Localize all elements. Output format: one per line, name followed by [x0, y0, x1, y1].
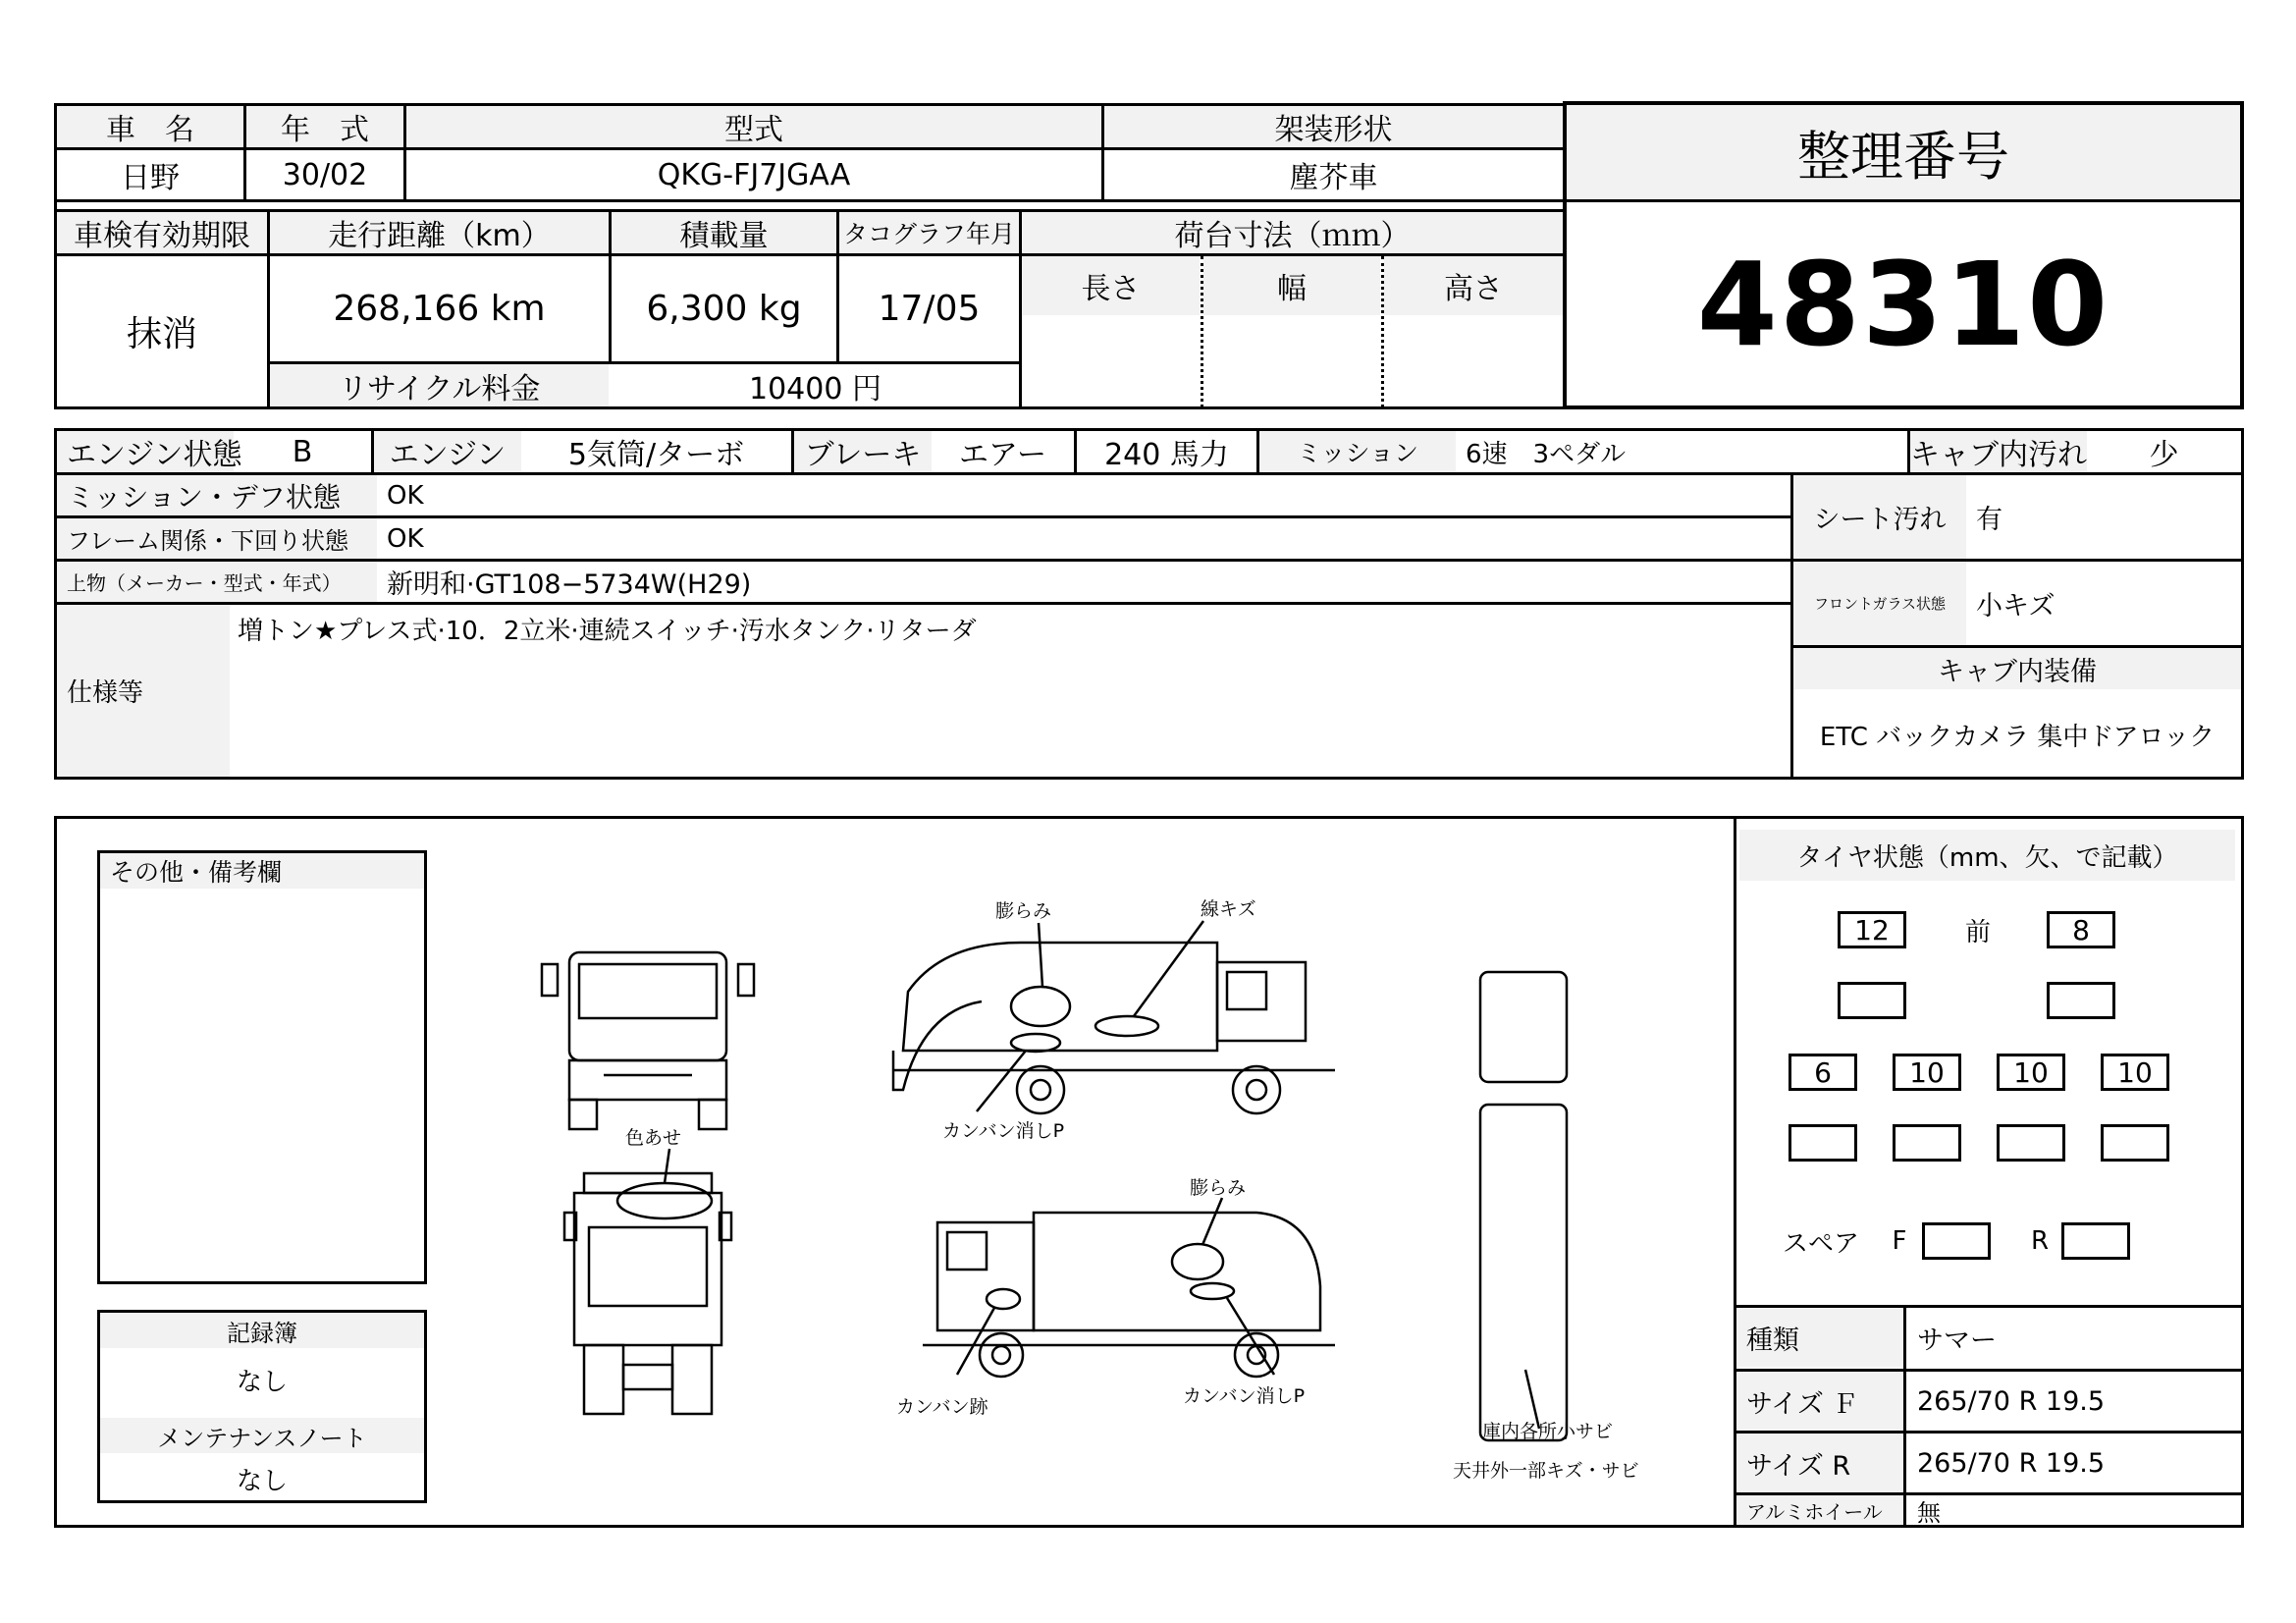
- year-value: 30/02: [282, 157, 368, 192]
- capacity-value: 6,300 kg: [646, 289, 802, 329]
- recycle-fee-label: リサイクル料金: [270, 364, 609, 406]
- mission-label: ミッション: [1259, 431, 1456, 472]
- front-label: 前: [1964, 917, 1991, 947]
- line-scratch-note: 線キズ: [1201, 898, 1256, 920]
- car-name-value: 日野: [121, 161, 180, 195]
- tire-status-title: タイヤ状態（mm、欠、で記載）: [1739, 830, 2235, 881]
- roof-rust-note: 天井外一部キズ・サビ: [1453, 1460, 1639, 1482]
- recycle-fee-value: 10400 円: [749, 371, 881, 406]
- spec-label: 仕様等: [57, 605, 230, 777]
- side-view-left-drawing: [893, 921, 1335, 1113]
- windshield-value: 小キズ: [1976, 591, 2056, 622]
- engine-value: 5気筒/ターボ: [567, 438, 745, 472]
- upper-body-label: 上物（メーカー・型式・年式）: [57, 562, 377, 602]
- frame-value: OK: [387, 523, 424, 554]
- seat-dirt-label: シート汚れ: [1793, 475, 1966, 559]
- tire-type-label: 種類: [1736, 1308, 1903, 1367]
- side-view-right-drawing: [923, 1198, 1335, 1377]
- model-value: QKG-FJ7JGAA: [657, 157, 851, 192]
- reference-number-label: 整理番号: [1567, 105, 2240, 199]
- inspection-value: 抹消: [126, 314, 197, 354]
- tire-rear-2: 10: [1893, 1054, 1961, 1091]
- bulge-note-1: 膨らみ: [995, 900, 1052, 922]
- windshield-label: フロントガラス状態: [1793, 562, 1966, 645]
- tire-rear-7: [1997, 1124, 2065, 1162]
- tire-size-r-label: サイズ R: [1736, 1434, 1903, 1492]
- spare-tire-f: [1922, 1222, 1991, 1260]
- spare-label: スペア: [1782, 1228, 1859, 1259]
- tire-rear-1: 6: [1789, 1054, 1857, 1091]
- cab-equipment-label: キャブ内装備: [1793, 648, 2241, 689]
- remarks-label: その他・備考欄: [100, 853, 424, 889]
- tire-rear-6: [1893, 1124, 1961, 1162]
- tire-rear-4: 10: [2101, 1054, 2169, 1091]
- rear-view-drawing: [564, 1149, 731, 1414]
- spec-value: 増トン★プレス式·10．2立米·連続スイッチ·汚水タンク·リターダ: [238, 616, 977, 646]
- tire-rear-5: [1789, 1124, 1857, 1162]
- interior-rust-note: 庫内各所小サビ: [1482, 1421, 1614, 1442]
- truck-diagram: [432, 825, 1708, 1512]
- mission-value: 6速 3ペダル: [1466, 439, 1627, 469]
- tachograph-value: 17/05: [878, 289, 981, 329]
- spare-f-label: F: [1892, 1226, 1907, 1256]
- mission-diff-label: ミッション・デフ状態: [57, 475, 377, 515]
- record-book-label: 記録簿: [100, 1313, 424, 1348]
- record-book-value: なし: [236, 1367, 288, 1397]
- cab-equipment-value: ETC バックカメラ 集中ドアロック: [1819, 722, 2216, 752]
- tire-type-value: サマー: [1917, 1325, 1997, 1356]
- tire-size-f-label: サイズ Ｆ: [1736, 1372, 1903, 1431]
- engine-label: エンジン: [374, 431, 521, 472]
- bulge-note-2: 膨らみ: [1190, 1177, 1247, 1199]
- brake-label: ブレーキ: [794, 431, 932, 472]
- alloy-wheel-value: 無: [1917, 1498, 1941, 1527]
- tire-rear-3: 10: [1997, 1054, 2065, 1091]
- model-label: 型式: [406, 106, 1101, 147]
- maintenance-note-label: メンテナンスノート: [100, 1418, 424, 1453]
- mileage-label: 走行距離（km）: [270, 212, 609, 253]
- cargo-height-label: 高さ: [1384, 256, 1563, 315]
- horsepower-value: 240 馬力: [1104, 438, 1229, 472]
- tire-front-right: 8: [2047, 911, 2115, 948]
- car-name-label: 車 名: [57, 106, 243, 147]
- year-label: 年 式: [246, 106, 403, 147]
- spare-r-label: R: [2030, 1226, 2050, 1256]
- capacity-label: 積載量: [612, 212, 836, 253]
- sign-trace-note: カンバン跡: [896, 1396, 988, 1418]
- cab-dirt-label: キャブ内汚れ: [1910, 431, 2087, 472]
- mileage-value: 268,166 km: [333, 289, 546, 329]
- sign-removed-note-1: カンバン消しP: [942, 1120, 1065, 1142]
- reference-number-value: 48310: [1696, 236, 2110, 372]
- cargo-length-label: 長さ: [1022, 256, 1200, 315]
- tire-size-r-value: 265/70 R 19.5: [1917, 1447, 2106, 1479]
- inspection-label: 車検有効期限: [57, 212, 267, 253]
- top-view-drawing: [1480, 972, 1567, 1440]
- rear-fade-note: 色あせ: [625, 1127, 682, 1149]
- spare-tire-r: [2061, 1222, 2130, 1260]
- sign-removed-note-2: カンバン消しP: [1183, 1385, 1306, 1407]
- tire-front-right-inner: [2047, 982, 2115, 1019]
- tire-rear-8: [2101, 1124, 2169, 1162]
- remarks-box: [97, 850, 427, 1284]
- body-type-label: 架装形状: [1104, 106, 1563, 147]
- brake-value: エアー: [958, 438, 1047, 472]
- cargo-width-label: 幅: [1203, 256, 1380, 315]
- tachograph-label: タコグラフ年月: [839, 212, 1019, 253]
- frame-label: フレーム関係・下回り状態: [57, 518, 377, 559]
- cab-dirt-value: 少: [2149, 438, 2179, 472]
- mission-diff-value: OK: [387, 480, 424, 511]
- maintenance-note-value: なし: [236, 1466, 288, 1496]
- engine-state-value: B: [292, 434, 313, 469]
- tire-front-left-inner: [1838, 982, 1906, 1019]
- alloy-wheel-label: アルミホイール: [1736, 1495, 1903, 1525]
- body-type-value: 塵芥車: [1289, 161, 1378, 195]
- upper-body-value: 新明和·GT108−5734W(H29): [387, 569, 752, 600]
- cargo-size-label: 荷台寸法（ｍｍ）: [1022, 212, 1563, 253]
- front-view-drawing: [542, 952, 754, 1129]
- tire-front-left: 12: [1838, 911, 1906, 948]
- seat-dirt-value: 有: [1976, 505, 2002, 535]
- engine-state-label: エンジン状態: [57, 431, 234, 472]
- tire-size-f-value: 265/70 R 19.5: [1917, 1385, 2106, 1417]
